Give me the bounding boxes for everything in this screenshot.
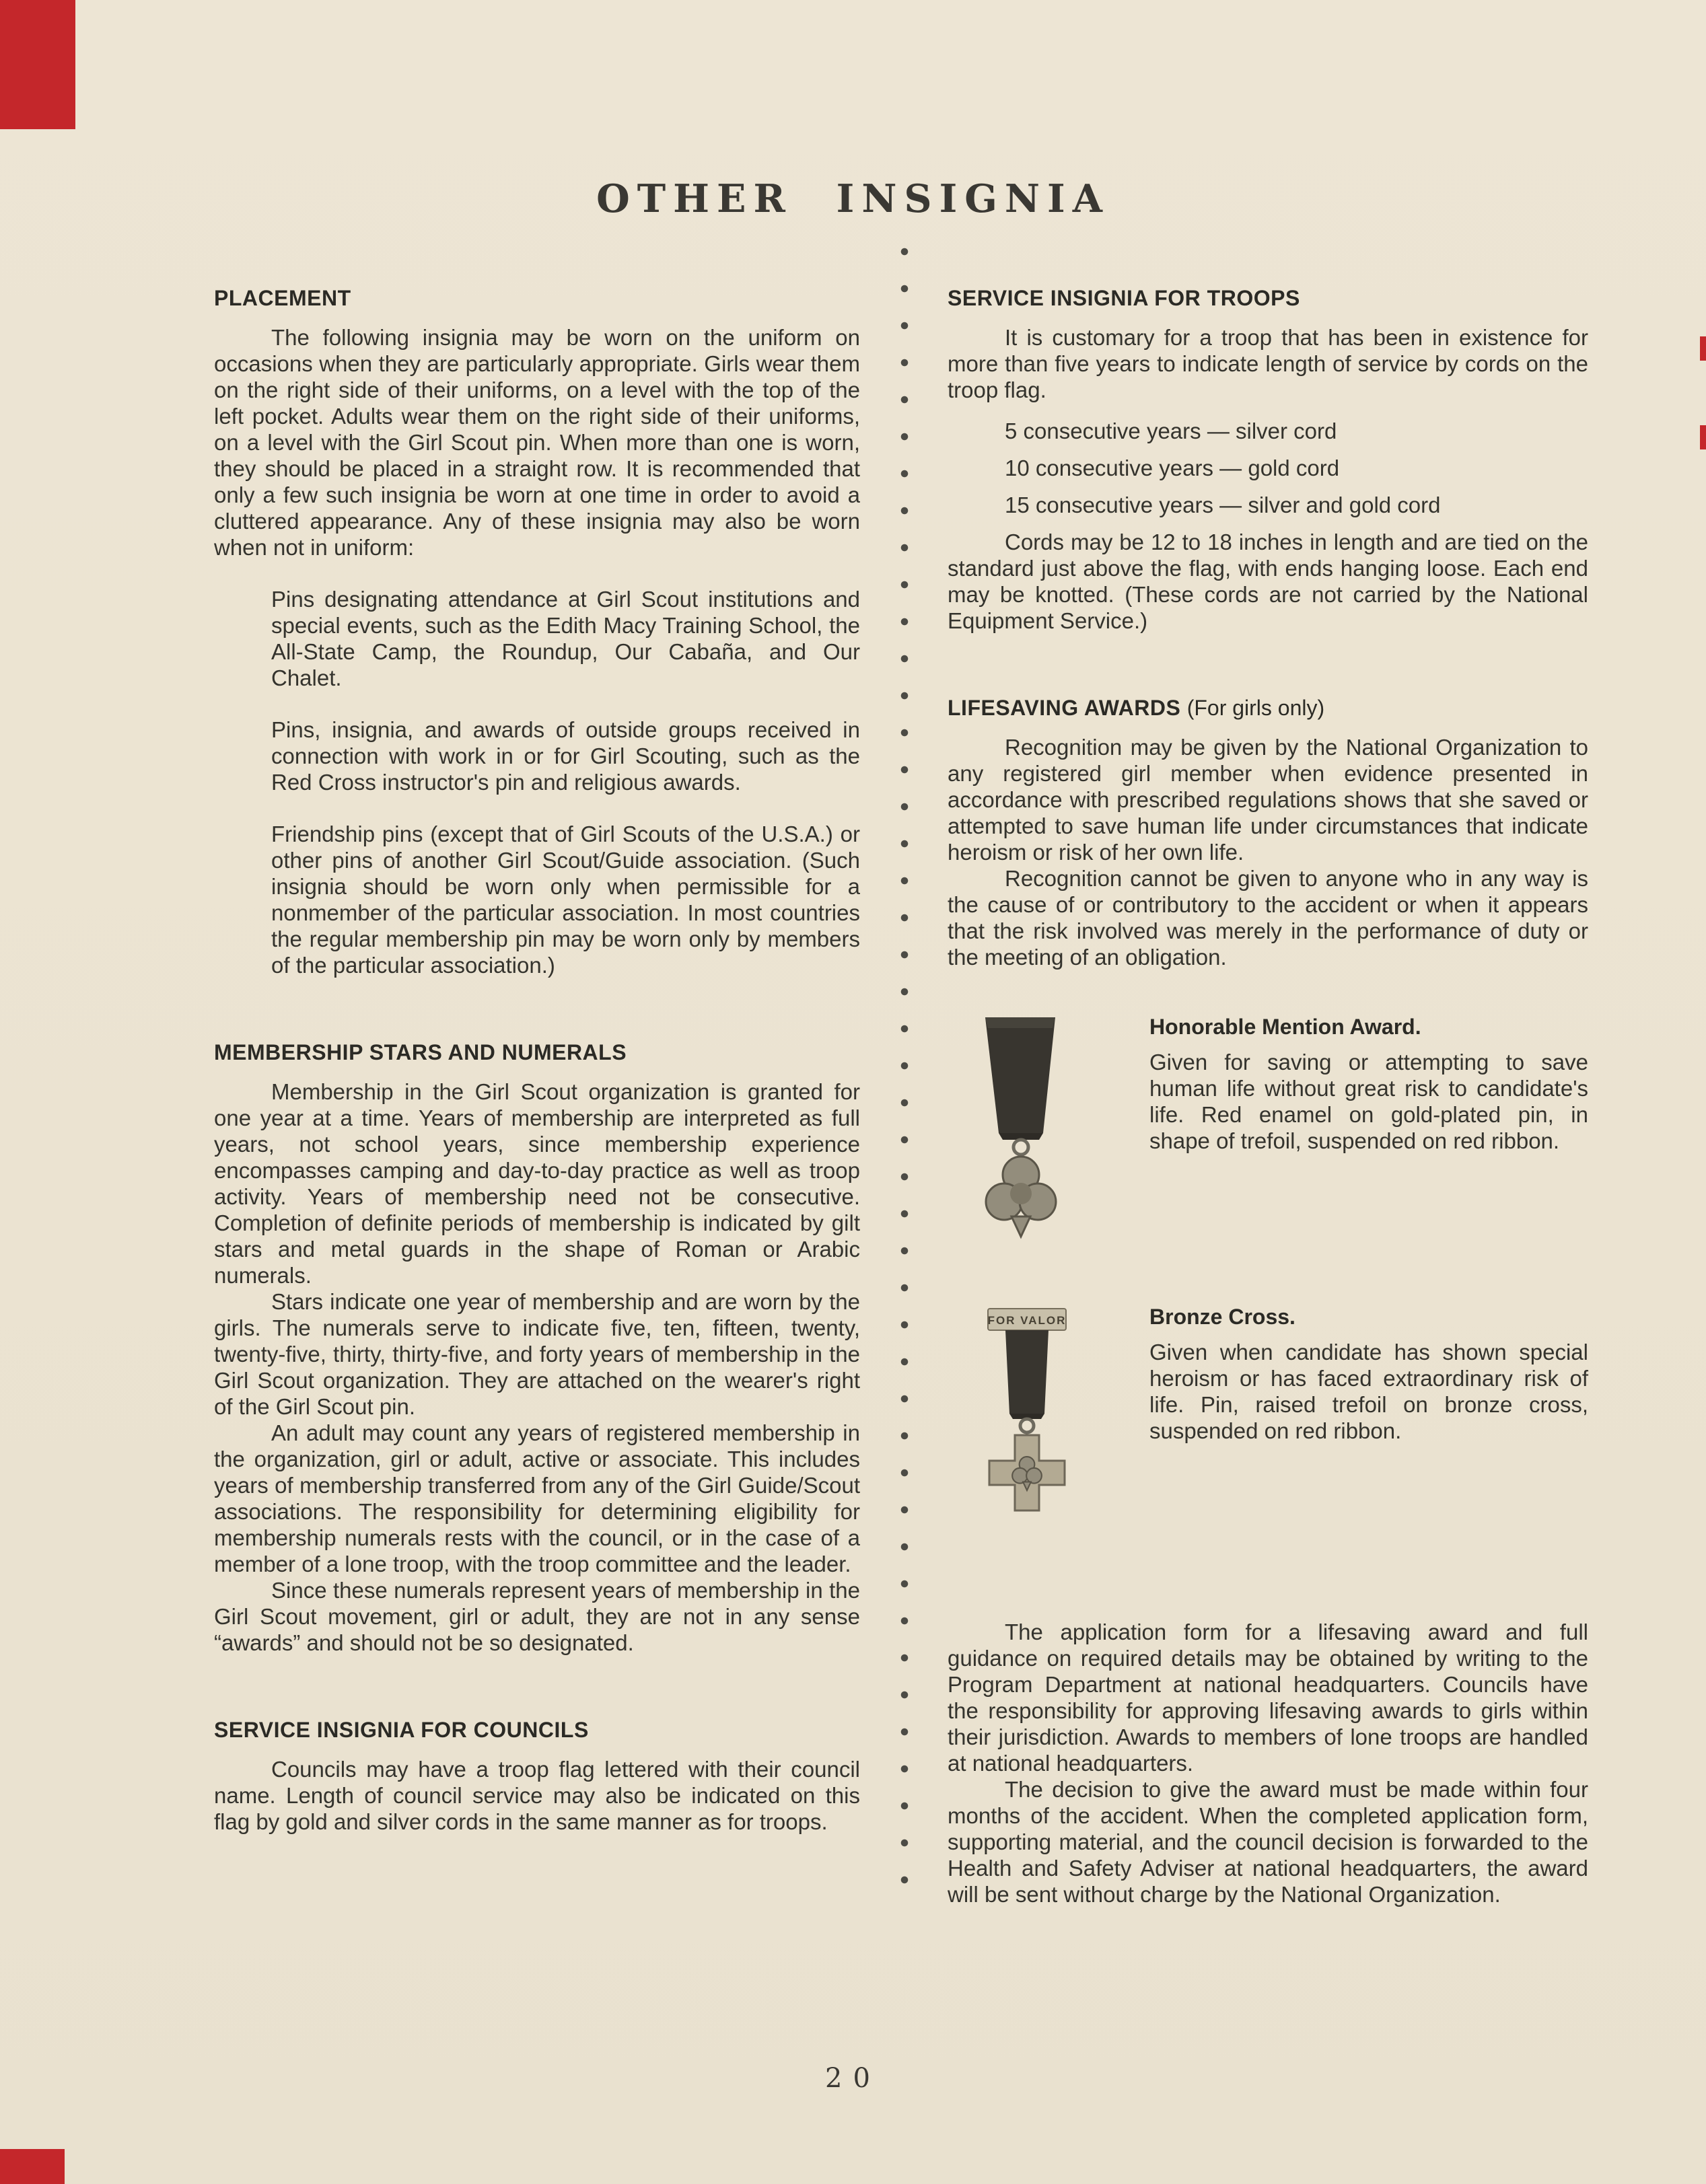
right-column bbox=[948, 286, 1588, 1907]
page-number: 20 bbox=[825, 2063, 881, 2094]
for-valor-bar-text: FOR VALOR bbox=[987, 1314, 1067, 1327]
placement-heading: PLACEMENT bbox=[214, 286, 351, 310]
section-service-insignia-troops bbox=[948, 286, 1588, 634]
paragraph: Membership in the Girl Scout organization is granted for one year at a time. Years of membership are interpreted as full years, not school years, since membership experience encompasses camping and day-to-day practice as well as troop activity. Years of membership need not be consecutive. Completion of definite periods of membership is indicated by gilt stars and metal guards in the shape of Roman or Arabic numerals. bbox=[214, 1079, 860, 1288]
page-title: OTHER INSIGNIA bbox=[596, 176, 1110, 221]
councils-heading: SERVICE INSIGNIA FOR COUNCILS bbox=[214, 1718, 589, 1742]
print-registration-mark-bottom-left bbox=[0, 2149, 65, 2184]
award-title: Honorable Mention Award. bbox=[1149, 1015, 1421, 1039]
paragraph: Cords may be 12 to 18 inches in length and are tied on the standard just above the flag, with ends hanging loose. Each end may be knotted. (These cords are not carried by the National Equipment Service.) bbox=[948, 530, 1588, 633]
award-text-block bbox=[1149, 1305, 1588, 1577]
lifesaving-heading-text: LIFESAVING AWARDS bbox=[948, 696, 1181, 720]
membership-heading: MEMBERSHIP STARS AND NUMERALS bbox=[214, 1040, 627, 1064]
paragraph: Pins designating attendance at Girl Scout institutions and special events, such as the Edith Macy Training School, the All-State Camp, the Roundup, Our Cabaña, and Our Chalet. bbox=[271, 587, 860, 690]
print-registration-mark-right-lower bbox=[1700, 425, 1706, 449]
paragraph: Since these numerals represent years of membership in the Girl Scout movement, girl or adult, they are not in any sense “awards” and should not be so designated. bbox=[214, 1578, 860, 1655]
list-item: 5 consecutive years — silver cord bbox=[1005, 418, 1337, 443]
award-text-block bbox=[1149, 1015, 1588, 1260]
paragraph: Pins, insignia, and awards of outside groups received in connection with work in or for Girl Scouting, such as the Red Cross instructor's pin and religious awards. bbox=[271, 717, 860, 795]
paragraph: Recognition cannot be given to anyone who in any way is the cause of or contributory to the accident or when it appears that the risk involved was merely in the performance of duty or the meeting of an obligation. bbox=[948, 866, 1588, 970]
award-honorable-mention bbox=[948, 1015, 1588, 1260]
paragraph: Given when candidate has shown special heroism or has faced extraordinary risk of life. Pin, raised trefoil on bronze cross, suspended on red ribbon. bbox=[1149, 1340, 1588, 1443]
trefoil-medal-icon bbox=[973, 1015, 1067, 1257]
section-lifesaving-awards bbox=[948, 696, 1588, 1907]
honorable-mention-medal-image bbox=[948, 1015, 1149, 1260]
award-title: Bronze Cross. bbox=[1149, 1305, 1295, 1329]
bronze-cross-medal-image bbox=[948, 1305, 1149, 1577]
lifesaving-heading-note: (For girls only) bbox=[1186, 696, 1325, 720]
paragraph: Stars indicate one year of membership and are worn by the girls. The numerals serve to indicate five, ten, fifteen, twenty, twenty-five, thirty, thirty-five, and forty years of membership in the Girl Scout organization. They are attached on the wearer's right of the Girl Scout pin. bbox=[214, 1289, 860, 1419]
paragraph: Councils may have a troop flag lettered with their council name. Length of council service may also be indicated on this flag by gold and silver cords in the same manner as for troops. bbox=[214, 1757, 860, 1834]
paragraph: It is customary for a troop that has been in existence for more than five years to indicate length of service by cords on the troop flag. bbox=[948, 325, 1588, 402]
print-registration-mark-right-upper bbox=[1700, 336, 1706, 361]
service-cord-list bbox=[1005, 418, 1588, 518]
list-item: 15 consecutive years — silver and gold cord bbox=[1005, 493, 1441, 517]
paragraph: The decision to give the award must be made within four months of the accident. When the completed application form, supporting material, and the council decision is forwarded to the Health and Safety Adviser at national headquarters, the award will be sent without charge by the National Organization. bbox=[948, 1777, 1588, 1907]
left-column bbox=[214, 286, 860, 1835]
lifesaving-heading bbox=[948, 696, 1588, 721]
content-columns bbox=[0, 286, 1706, 1907]
paragraph: An adult may count any years of registered membership in the organization, girl or adult, active or associate. This includes years of membership transferred from any of the Girl Guide/Scout associations. The responsibility for determining eligibility for membership numerals rests with the council, or in the case of a member of a lone troop, with the troop committee and the leader. bbox=[214, 1420, 860, 1576]
section-membership-stars bbox=[214, 1040, 860, 1656]
troops-heading: SERVICE INSIGNIA FOR TROOPS bbox=[948, 286, 1300, 310]
paragraph: Friendship pins (except that of Girl Scouts of the U.S.A.) or other pins of another Girl Scout/Guide association. (Such insignia should be worn only when permissible for a nonmember of the particular association. In most countries the regular membership pin may be worn only by members of the particular association.) bbox=[271, 822, 860, 978]
paragraph: The following insignia may be worn on the uniform on occasions when they are particularly appropriate. Girls wear them on the right side of their uniforms, on a level with the top of the left pocket. Adults wear them on the right side of their uniforms, on a level with the Girl Scout pin. When more than one is worn, they should be placed in a straight row. It is recommended that only a few such insignia be worn at one time in order to avoid a cluttered appearance. Any of these insignia may also be worn when not in uniform: bbox=[214, 325, 860, 560]
paragraph: The application form for a lifesaving award and full guidance on required details may be obtained by writing to the Program Department at national headquarters. Councils have the responsibility for approving lifesaving awards to girls within their jurisdiction. Awards to members of lone troops are handled at national headquarters. bbox=[948, 1619, 1588, 1776]
paragraph: Given for saving or attempting to save human life without great risk to candidate's life. Red enamel on gold-plated pin, in shape of trefoil, suspended on red ribbon. bbox=[1149, 1050, 1588, 1153]
paragraph: Recognition may be given by the National Organization to any registered girl member when evidence presented in accordance with prescribed regulations shows that she saved or attempted to save human life under circumstances that indicate heroism or risk of her own life. bbox=[948, 735, 1588, 865]
section-placement bbox=[214, 286, 860, 978]
cross-medal-icon bbox=[973, 1305, 1081, 1574]
list-item: 10 consecutive years — gold cord bbox=[1005, 456, 1340, 480]
award-bronze-cross bbox=[948, 1305, 1588, 1577]
print-registration-mark-top-left bbox=[0, 0, 75, 129]
dotted-column-divider bbox=[900, 247, 909, 1902]
section-service-insignia-councils bbox=[214, 1718, 860, 1835]
